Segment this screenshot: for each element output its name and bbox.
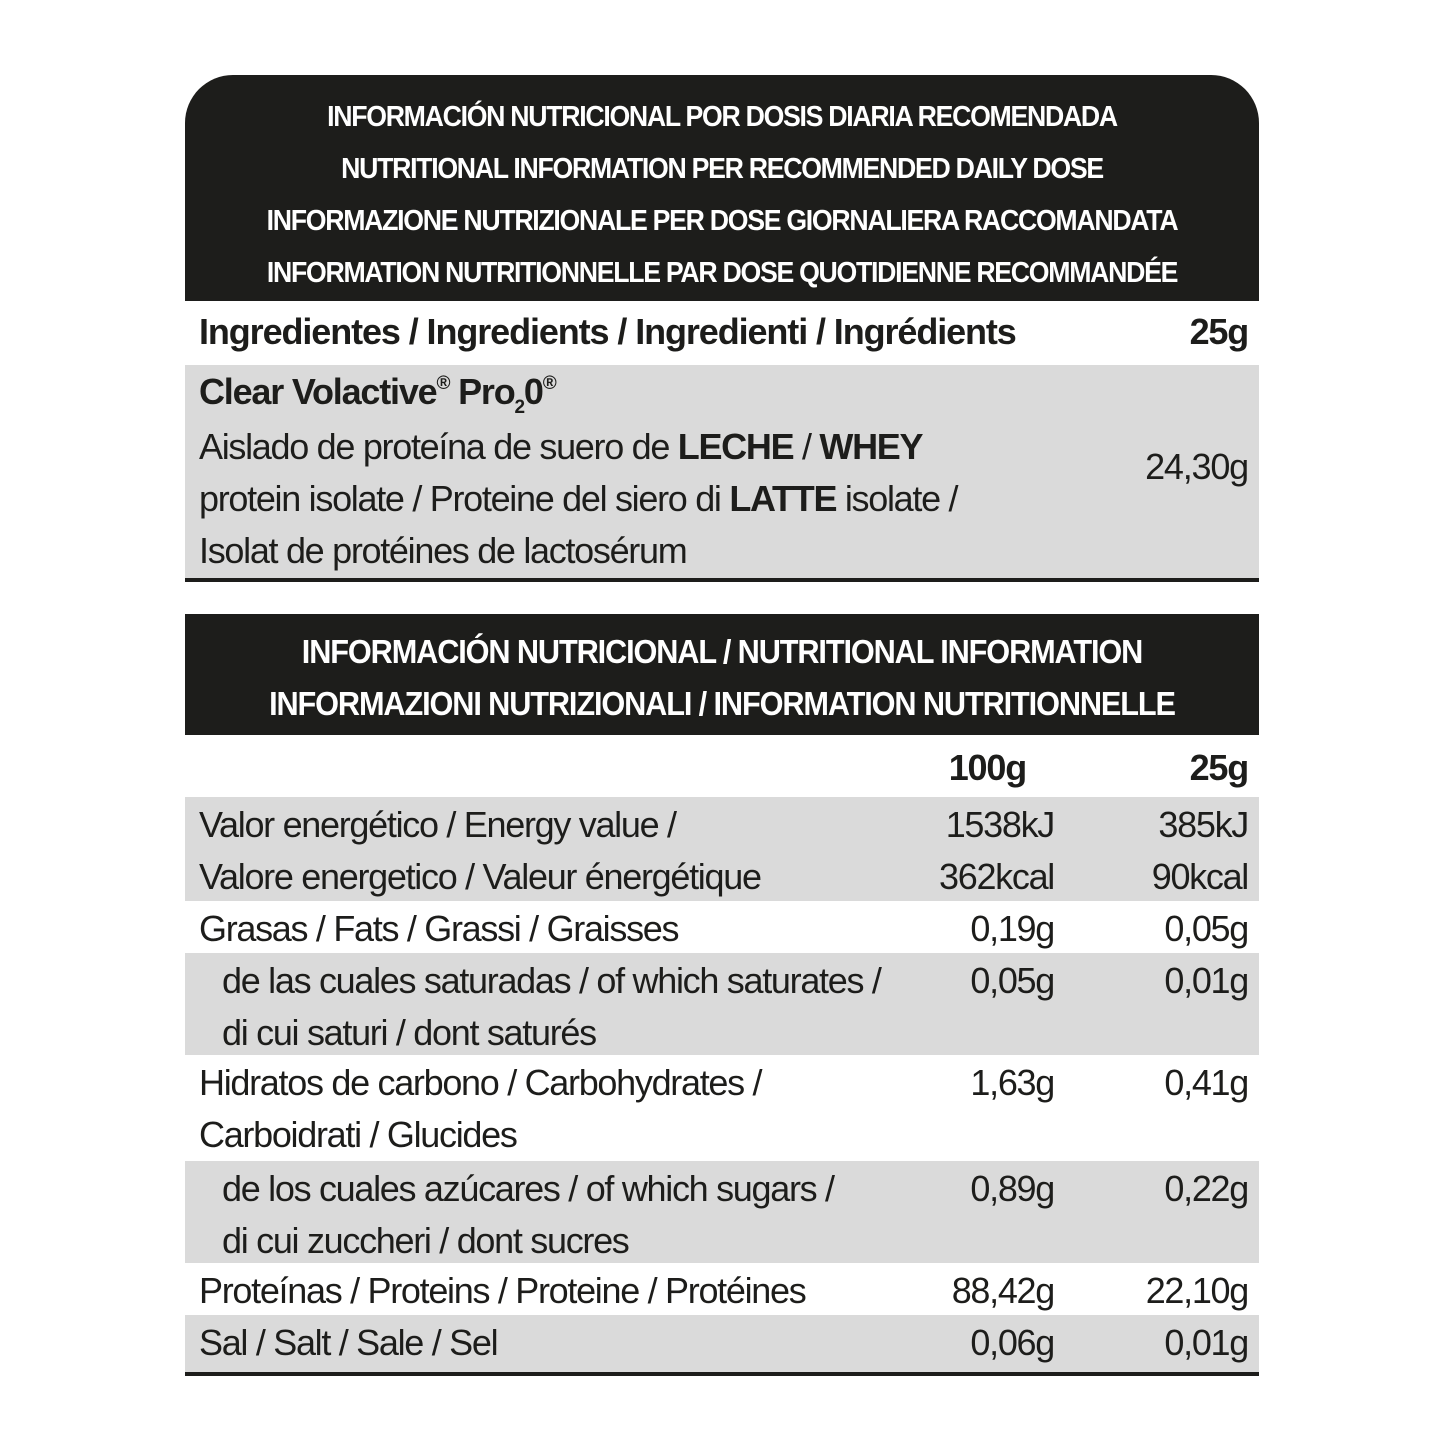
row-value-100g: 1538kJ 362kcal [939,804,1054,897]
row-label: Valor energético / Energy value / Valore energetico / Valeur énergétique [199,804,761,897]
ingredients-heading-row [185,301,1259,365]
row-value-100g: 88,42g [951,1270,1054,1311]
table-row [185,1263,1259,1315]
ingredients-divider [185,578,1259,582]
ingredients-dose: 25g [1189,311,1248,352]
row-value-100g: 0,05g [970,960,1054,1001]
ingredient-desc-line-1: Aislado de proteína de suero de LECHE / WHEY [199,426,923,467]
nutrition-column-headers [185,735,1259,797]
table-row [185,1055,1259,1161]
row-value-25g: 0,41g [1164,1062,1248,1103]
allergen-whey: WHEY [819,426,923,467]
allergen-latte: LATTE [729,478,837,519]
column-header-25g: 25g [1189,747,1248,788]
daily-header-line-it: INFORMAZIONE NUTRIZIONALE PER DOSE GIORNALIERA RACCOMANDATA [266,205,1178,237]
row-label: Sal / Salt / Sale / Sel [199,1322,498,1363]
table-row [185,901,1259,953]
ingredient-description [199,421,957,577]
row-label: Hidratos de carbono / Carbohydrates / Carboidrati / Glucides [199,1062,762,1155]
table-row [185,797,1259,901]
column-header-100g: 100g [948,747,1026,788]
nutrition-header [185,614,1259,735]
table-row [185,1161,1259,1263]
row-label: de los cuales azúcares / of which sugars / di cui zuccheri / dont sucres [222,1168,834,1261]
allergen-leche: LECHE [677,426,794,467]
row-value-25g: 0,22g [1164,1168,1248,1209]
row-value-100g: 0,19g [970,908,1054,949]
ingredient-amount: 24,30g [1145,446,1248,487]
row-value-100g: 1,63g [970,1062,1054,1103]
table-row [185,953,1259,1055]
row-label: Grasas / Fats / Grassi / Graisses [199,908,679,949]
table-bottom-rule [185,1372,1259,1376]
row-value-25g: 22,10g [1145,1270,1248,1311]
ingredient-desc-line-2: protein isolate / Proteine del siero di LATTE isolate / [199,478,958,519]
daily-header-line-en: NUTRITIONAL INFORMATION PER RECOMMENDED DAILY DOSE [341,153,1103,185]
row-value-100g: 0,89g [970,1168,1054,1209]
nutrition-header-line-1: INFORMACIÓN NUTRICIONAL / NUTRITIONAL INFORMATION [301,633,1143,670]
ingredients-heading: Ingredientes / Ingredients / Ingredienti / Ingrédients [199,311,1016,352]
row-value-25g: 385kJ 90kcal [1151,804,1248,897]
row-value-100g: 0,06g [970,1322,1054,1363]
product-name: Clear Volactive® Pro$_2$0® [199,371,556,418]
row-value-25g: 0,05g [1164,908,1248,949]
row-value-25g: 0,01g [1164,1322,1248,1363]
table-row [185,1315,1259,1372]
ingredients-body [185,365,1259,579]
row-label: de las cuales saturadas / of which saturates / di cui saturi / dont saturés [222,960,881,1053]
daily-header-line-fr: INFORMATION NUTRITIONNELLE PAR DOSE QUOTIDIENNE RECOMMANDÉE [266,257,1178,289]
daily-dose-header [185,75,1259,301]
ingredient-desc-line-3: Isolat de protéines de lactosérum [199,530,687,571]
row-label: Proteínas / Proteins / Proteine / Protéines [199,1270,806,1311]
daily-header-line-es: INFORMACIÓN NUTRICIONAL POR DOSIS DIARIA RECOMENDADA [327,101,1117,133]
row-value-25g: 0,01g [1164,960,1248,1001]
nutrition-header-line-2: INFORMAZIONI NUTRIZIONALI / INFORMATION NUTRITIONNELLE [269,685,1175,722]
